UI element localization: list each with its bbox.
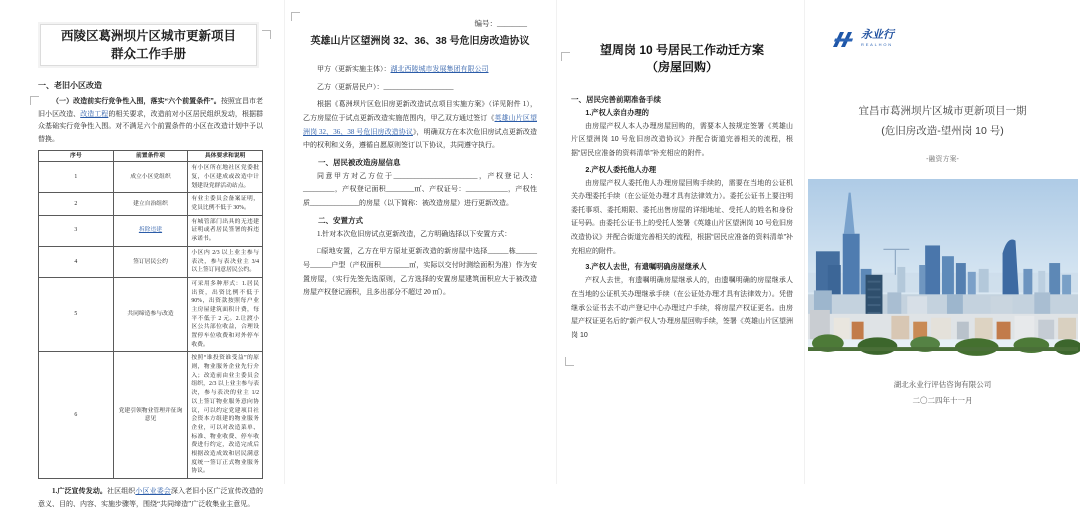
table-row [39,246,263,277]
cell-requirement-desc: 有城管部门出具的无违建证明或者居民签署的拆违承诺书。 [188,215,263,246]
cell-serial-no: 2 [39,193,114,215]
cover-footer [805,377,1080,410]
plan-title [571,42,793,76]
cell-precondition-item: 党建引领物业管理并征询意见 [113,352,188,479]
doc-number-line: 编号：________ [474,19,527,28]
text-boundary-mark [291,12,300,21]
intro-paragraph: （一）改造前实行竞争性入围，落实“六个前置条件”。按照宜昌市老旧小区改造、改造工程的相关要求，改造前对小区居民组织发动，根据群众基础实行竞争性入围。对不满足六个前置条件的小区在改造计划中予以替换。 [38,97,264,144]
cell-precondition-item: 建立自治组织 [113,193,188,215]
text-boundary-mark [561,52,570,61]
handbook-page [0,0,285,508]
doc-number-blank: ________ [497,19,527,28]
page-title-line1: 西陵区葛洲坝片区城市更新项目 [60,29,236,43]
col-header-no: 序号 [39,150,114,162]
cell-serial-no: 1 [39,162,114,193]
agreement-page [285,0,557,484]
cell-precondition-item[interactable]: 拆除违建 [113,215,188,246]
text-boundary-mark [262,30,271,39]
plan-title-line1: 望周岗 10 号居民工作动迁方案 [599,43,765,57]
renovation-project-link[interactable]: 改造工程 [80,109,109,118]
table-row [39,162,263,193]
table-header-row [39,150,263,162]
table-row [39,215,263,246]
section1-heading: 一、居民被改造房屋信息 [318,157,401,167]
city-skyline-photo [808,179,1078,351]
item1-heading: 1.产权人亲自办理的 [585,107,649,117]
col-header-item: 前置条件项 [113,150,188,162]
resettlement-option-checkbox-paragraph: □原地安置，乙方在甲方原址更新改造的新房屋中选择______栋______号______户型（产权面积________㎡，实际以交付时测绘面积为准）作为安置房屋，（实行先签先选原则，乙方选择的安置房屋建筑面积应大于被改造房屋产权登记面积，且多出部分不超过 20 ㎡）。 [303,247,537,297]
action-paragraph: 1.广泛宣传发动。社区组织小区业委会深入老旧小区广泛宣传改造的意义、目的、内容、实施步骤等，围绕“共同缔造”广泛收集业主意见。 [38,487,264,508]
col-header-desc: 具体要求和说明 [188,150,263,162]
plan-title-line2: （房屋回购） [645,59,718,74]
party-b-line: 乙方（更新居民户）：____________________ [317,82,454,91]
owners-committee-link[interactable]: 小区业委会 [135,487,171,495]
item3-paragraph: 产权人去世，有遗嘱明确房屋继承人的，由遗嘱明确的房屋继承人在当地的公证机关办理继承手续（在公证处办理才具有法律效力）。凭借继承公证书去不动产登记中心办理过户手续，将房屋产权证更名。由房屋产权证更名后的“新产权人”办理房屋回购手续，签署《英雄山片区望洲岗 10 [571,277,793,339]
logo-subtext: REALHON [861,42,893,47]
cell-requirement-desc: 有业主委员会备案证明，党员比例不低于 30%。 [188,193,263,215]
relocation-plan-page [557,0,805,484]
agreement-basis-paragraph: 根据《葛洲坝片区危旧房更新改造试点项目实施方案》（详见附件 1），乙方房屋位于试点更新改造实施范围内，甲乙双方通过签订《英雄山片区望洲岗 32、36、38 号危旧房改造协议》，明确双方在本次危旧房试点更新改造中的权利和义务，遵循自愿原则签订以下协议，共同遵守执行。 [303,100,538,150]
footer-company: 湖北永业行评估咨询有限公司 [893,379,992,389]
cell-requirement-desc: 小区内 2/3 以上业主参与表决，参与表决业主 3/4 以上签订同意居民公约。 [188,246,263,277]
party-b-blank: ____________________ [383,82,454,91]
item3-heading: 3.产权人去世，有遗嘱明确房屋继承人 [585,262,707,272]
cell-serial-no: 3 [39,215,114,246]
cell-requirement-desc: 有小区所在地社区党委批复，小区建成或改造中计划建设党群活动站点。 [188,162,263,193]
cell-precondition-item: 共同缔造参与改造 [113,277,188,352]
item2-paragraph: 由房屋产权人委托他人办理房屋回购手续的，需要在当地的公证机关办理委托手续（在公证处办理才具有法律效力）。委托公证书上要注明委托事项、委托期限、委托出售房屋的详细地址、受托人的姓名和身份证号码。由委托公证书上的受托人签署《英雄山片区望洲岗 10 号危旧房改造协议》并配合街道完善相关的流程，根据“居民应准备的资料清单”补充相应的附件。 [571,179,793,255]
cell-precondition-item: 签订居民公约 [113,246,188,277]
table-row [39,352,263,479]
cover-title-line1: 宜昌市葛洲坝片区城市更新项目一期 [858,105,1027,117]
item1-paragraph: 由房屋产权人本人办理房屋回购的，需要本人按规定签署《英雄山片区望洲岗 10 号危旧房改造协议》并配合街道完善相关的流程，根据“居民应准备的资料清单”补充相应的附件。 [571,122,793,157]
agreement-name-link[interactable]: 英雄山片区望洲岗 32、36、38 号危旧房改造协议 [303,113,537,136]
page-title [40,24,257,66]
cell-serial-no: 4 [39,246,114,277]
table-row [39,193,263,215]
cover-title [805,102,1080,142]
plan-section-heading: 一、居民完善前期准备手续 [571,94,661,104]
cell-requirement-desc: 按照“谁投资谁受益”的原则，物业服务企业先行介入；改造前由业主委员会组织，2/3 以上业主参与表决，参与表决的业主 1/2 以上签订物业服务意向协议，可以约定党建项目社会资本方组建的物业服务企业，可以对改造菜单、标准、物业收费、停车收费进行约定，改造完成后根据改造成效和居民满意度统一签订正式物业服务协议。 [188,352,263,479]
financing-cover-page [805,0,1080,484]
table-row [39,277,263,352]
cell-serial-no: 5 [39,277,114,352]
preconditions-table [38,150,263,479]
cover-title-line2: (危旧房改造-望州岗 10 号) [881,124,1004,137]
action-lead: 1.广泛宣传发动。 [52,487,108,495]
logo-text: 永业行 [861,29,894,41]
house-info-paragraph: 同意甲方对乙方位于________________________，产权登记人：_________，产权登记面积________㎡、产权证号：____________，产权性质______________的房屋（以下简称：被改造房屋）进行更新改造。 [303,171,537,208]
agreement-title: 英雄山片区望洲岗 32、36、38 号危旧房改造协议 [310,36,530,47]
cell-requirement-desc: 可采用多种形式：1.居民出资，出资比例不低于 90%，出资款按照每户业主房屋建筑面积计费，每平不低于 2 元。2.让渡小区公共部位收益，合理设置停车位收费和对外停车收费。 [188,277,263,352]
footer-date: 二〇二四年十一月 [912,396,973,406]
intro-lead: （一）改造前实行竞争性入围，落实“六个前置条件”。 [52,97,221,106]
party-a-value[interactable]: 湖北西陵城市发展集团有限公司 [390,65,489,73]
section2-heading: 二、安置方式 [318,215,363,225]
cover-subtitle: -融资方案- [926,155,959,163]
company-logo [831,30,1080,50]
cell-precondition-item: 成立小区党组织 [113,162,188,193]
section-heading: 一、老旧小区改造 [38,81,102,91]
text-boundary-mark [565,357,574,366]
page-title-line2: 群众工作手册 [110,47,186,62]
party-a-line: 甲方（更新实施主体）：湖北西陵城市发展集团有限公司 [317,65,489,73]
item2-heading: 2.产权人委托他人办理 [585,164,657,174]
yongyehang-logo-icon [831,30,857,50]
preconditions-table-body [39,162,263,479]
resettlement-intro: 1.针对本次危旧房试点更新改造，乙方明确选择以下安置方式： [317,229,512,238]
cell-serial-no: 6 [39,352,114,479]
